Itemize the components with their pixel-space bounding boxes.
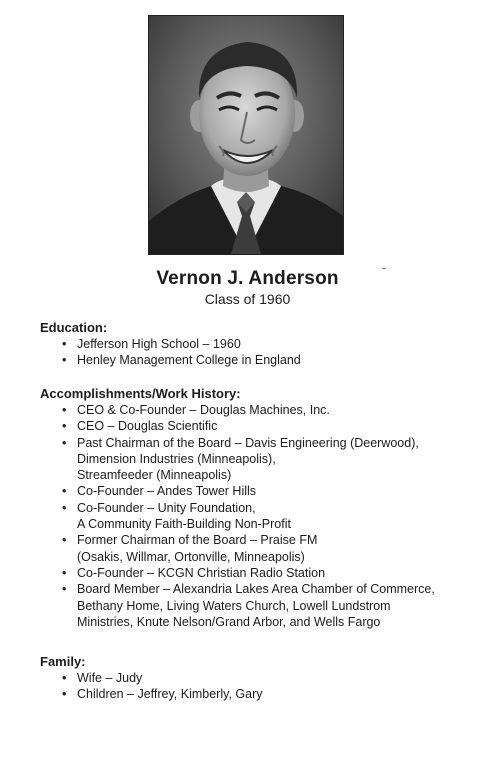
- family-heading: Family:: [40, 654, 86, 669]
- list-item: • Henley Management College in England: [58, 352, 301, 368]
- accomplishments-list: [58, 402, 435, 630]
- list-item: • Jefferson High School – 1960: [58, 336, 301, 352]
- list-item: • CEO – Douglas Scientific: [58, 418, 435, 434]
- list-item: • Co-Founder – Unity Foundation, A Community Faith-Building Non-Profit: [58, 500, 435, 533]
- family-list: [58, 670, 262, 703]
- education-list: [58, 336, 301, 369]
- scan-speck: [382, 268, 386, 269]
- list-item: • Co-Founder – KCGN Christian Radio Station: [58, 565, 435, 581]
- list-item: • Co-Founder – Andes Tower Hills: [58, 483, 435, 499]
- list-item: • Wife – Judy: [58, 670, 262, 686]
- list-item: • CEO & Co-Founder – Douglas Machines, Inc.: [58, 402, 435, 418]
- list-item: • Past Chairman of the Board – Davis Engineering (Deerwood), Dimension Industries (Minneapolis), Streamfeeder (Minneapolis): [58, 435, 435, 484]
- list-item: • Board Member – Alexandria Lakes Area Chamber of Commerce, Bethany Home, Living Waters Church, Lowell Lundstrom Ministries, Knute Nelson/Grand Arbor, and Wells Fargo: [58, 581, 435, 630]
- list-item: • Children – Jeffrey, Kimberly, Gary: [58, 686, 262, 702]
- accomplishments-heading: Accomplishments/Work History:: [40, 386, 241, 401]
- education-heading: Education:: [40, 320, 108, 335]
- list-item: • Former Chairman of the Board – Praise FM (Osakis, Willmar, Ortonville, Minneapolis): [58, 532, 435, 565]
- portrait-photo: [148, 15, 344, 255]
- portrait-illustration: [149, 16, 343, 254]
- class-year: Class of 1960: [204, 291, 291, 307]
- person-name: Vernon J. Anderson: [156, 268, 339, 289]
